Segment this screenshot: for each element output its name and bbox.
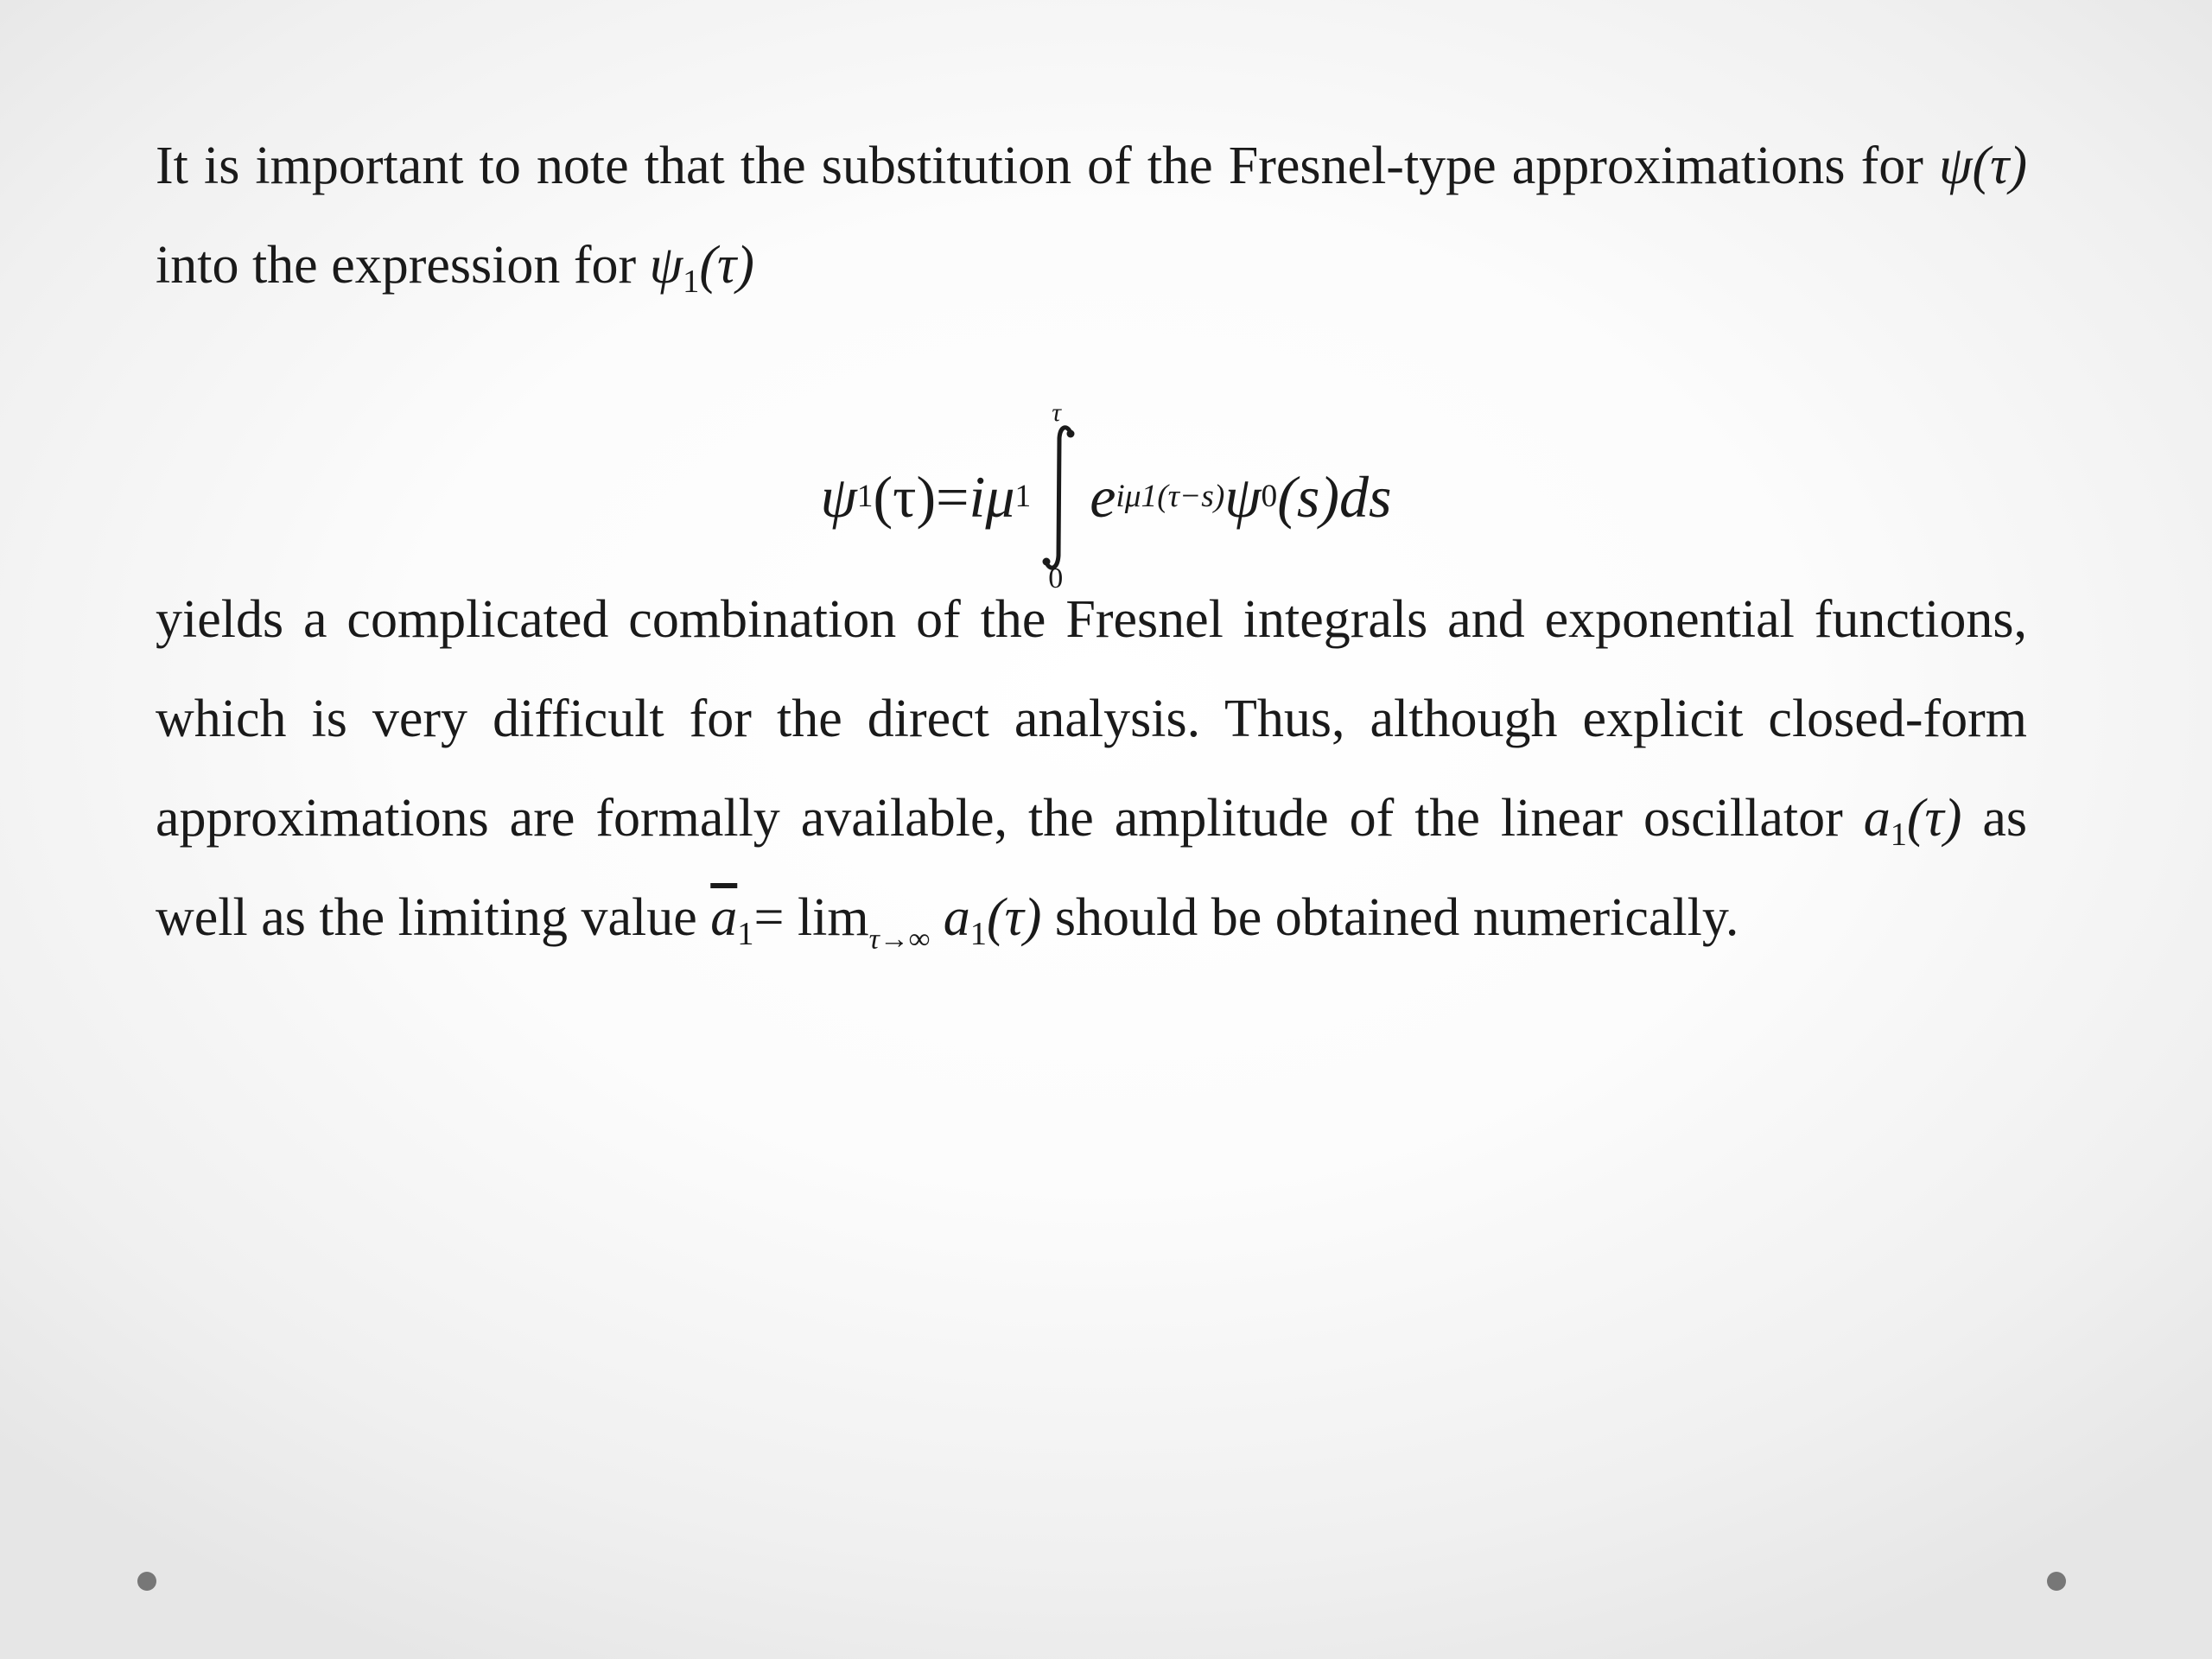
limit-subscript: τ→∞: [868, 923, 931, 956]
a1b-symbol: a: [930, 888, 970, 947]
eq-integrand: ψ: [1224, 463, 1262, 530]
psi1-subscript: 1: [683, 263, 700, 300]
bullet-dot-left-icon: [137, 1572, 156, 1591]
eq-exp-base: e: [1090, 463, 1116, 530]
psi-argument: (τ): [1972, 137, 2027, 195]
equation-body: [820, 354, 1392, 594]
intro-text-2: into the expression for: [156, 236, 650, 295]
integral-upper-limit: τ: [1052, 398, 1061, 427]
equation-row: ψ 1 (τ) = iμ 1 τ 0 e iμ1(τ−s) ψ 0 (s)ds: [820, 398, 1392, 594]
eq-equals: =: [936, 463, 969, 530]
abar-subscript: 1: [737, 915, 754, 952]
abar-symbol: $\overline{a}$: [710, 888, 738, 947]
bullet-dot-right-icon: [2047, 1572, 2066, 1591]
a1-subscript: 1: [1890, 816, 1907, 853]
equation-psi1: [0, 354, 2212, 594]
paragraph-conclusion: [156, 570, 2027, 968]
conclusion-text-3: should be obtained numerically.: [1041, 888, 1739, 947]
integral-sign: [1036, 398, 1081, 594]
eq-integrand-argument: (s)ds: [1277, 463, 1392, 530]
a1b-argument: (τ): [986, 888, 1042, 947]
a1-symbol: a: [1863, 789, 1891, 848]
limit-text: = lim: [753, 888, 869, 947]
integral-symbol-icon: [1036, 410, 1081, 583]
integral-lower-limit: 0: [1048, 563, 1064, 594]
eq-lhs-argument: (τ): [873, 463, 937, 530]
psi1-symbol: ψ: [649, 236, 683, 295]
psi1-argument: (τ): [699, 236, 754, 295]
eq-factor: iμ: [969, 463, 1015, 530]
intro-text: It is important to note that the substitution of the Fresnel-type approximations for: [156, 137, 1939, 195]
conclusion-text-2: as well as the limiting value: [156, 789, 2027, 947]
conclusion-text: yields a complicated combination of the Fresnel integrals and exponential functions, which is very difficult for the direct analysis. Thus, although explicit closed-form approximations are formally available, the amplitude of the linear oscillator: [156, 590, 2027, 848]
a1-argument: (τ): [1906, 789, 1962, 848]
paragraph-intro: [156, 117, 2027, 315]
a1b-subscript: 1: [969, 915, 987, 952]
psi-symbol: ψ: [1939, 137, 1973, 195]
eq-lhs: ψ: [820, 463, 857, 530]
